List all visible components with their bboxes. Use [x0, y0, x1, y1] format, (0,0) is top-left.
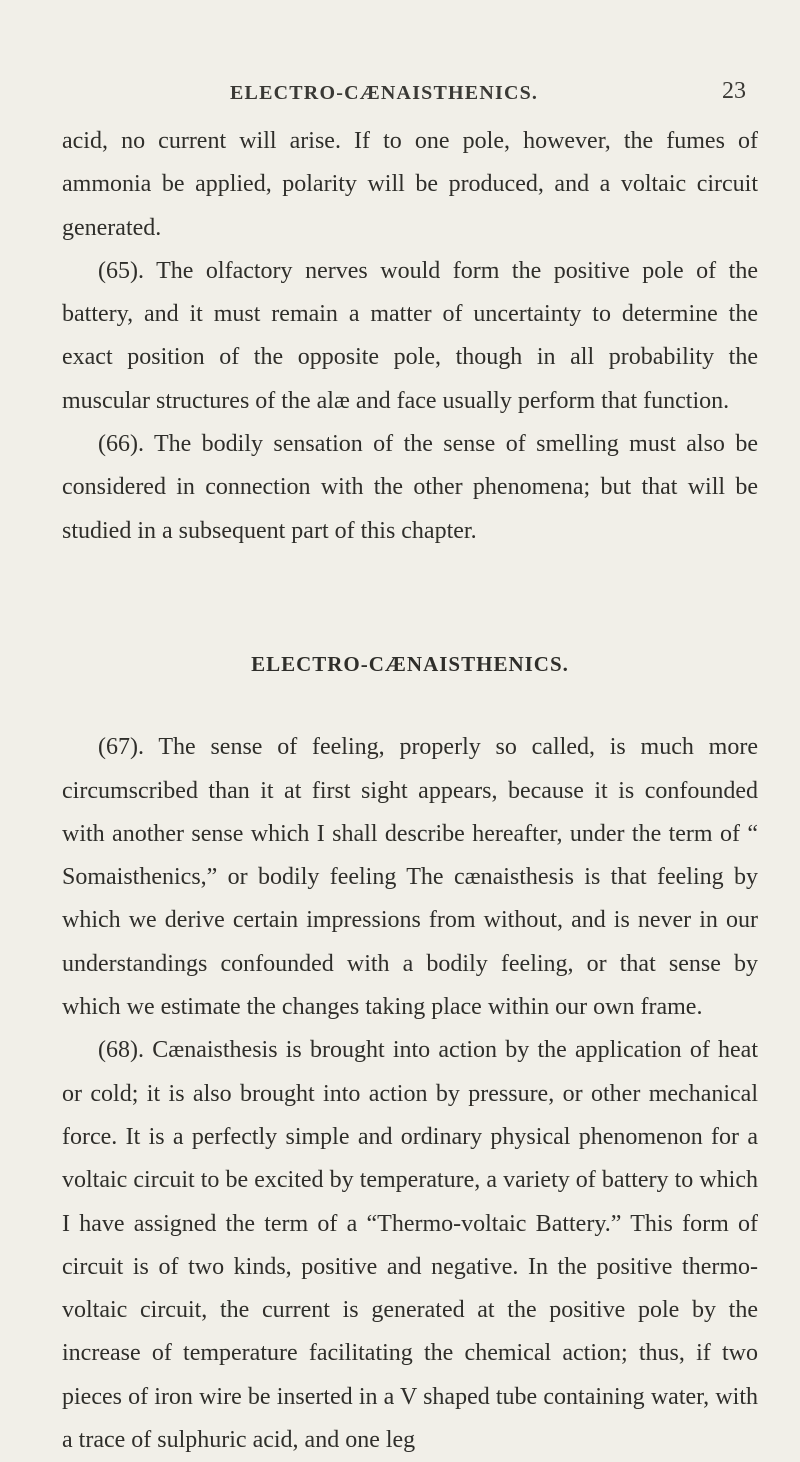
paragraph-68: (68). Cænaisthesis is brought into action by the application of heat or cold; it is also brought into action by pressure, or other mechanical force. It is a perfectly simple and ordinary physical phenomenon for a voltaic circuit to be excited by temperature, a variety of battery to which I have assigned the term of a “Thermo-voltaic Battery.” This form of circuit is of two kinds, positive and negative. In the positive thermo-voltaic circuit, the current is generated at the positive pole by the increase of temperature facilitating the chemical action; thus, if two pieces of iron wire be inserted in a V shaped tube containing water, with a trace of sulphuric acid, and one leg [62, 1037, 758, 1454]
running-title: ELECTRO-CÆNAISTHENICS. [230, 82, 539, 104]
paragraph-67: (67). The sense of feeling, properly so called, is much more circumscribed than it at first sight appears, because it is confounded with another sense which I shall describe hereafter, under the term of “ Somaisthenics,” or bodily feeling The cænaisthesis is that feeling by which we derive certain impressions from without, and is never in our understandings confounded with a bodily feeling, or that sense by which we estimate the changes taking place within our own frame. [62, 734, 758, 1021]
paragraph-65: (65). The olfactory nerves would form the positive pole of the battery, and it must remain a matter of uncertainty to determine the exact position of the opposite pole, though in all probability the muscular structures of the alæ and face usually perform that function. [62, 257, 758, 414]
body-text [62, 120, 758, 1462]
section-heading: ELECTRO-CÆNAISTHENICS. [251, 651, 569, 676]
paragraph-66: (66). The bodily sensation of the sense of smelling must also be considered in connection with the other phenomena; but that will be studied in a subsequent part of this chapter. [62, 431, 758, 544]
paragraph-continuation: acid, no current will arise. If to one pole, however, the fumes of ammonia be applied, polarity will be produced, and a voltaic circuit generated. [62, 128, 758, 241]
running-head [0, 78, 800, 114]
page-number: 23 [722, 78, 746, 104]
